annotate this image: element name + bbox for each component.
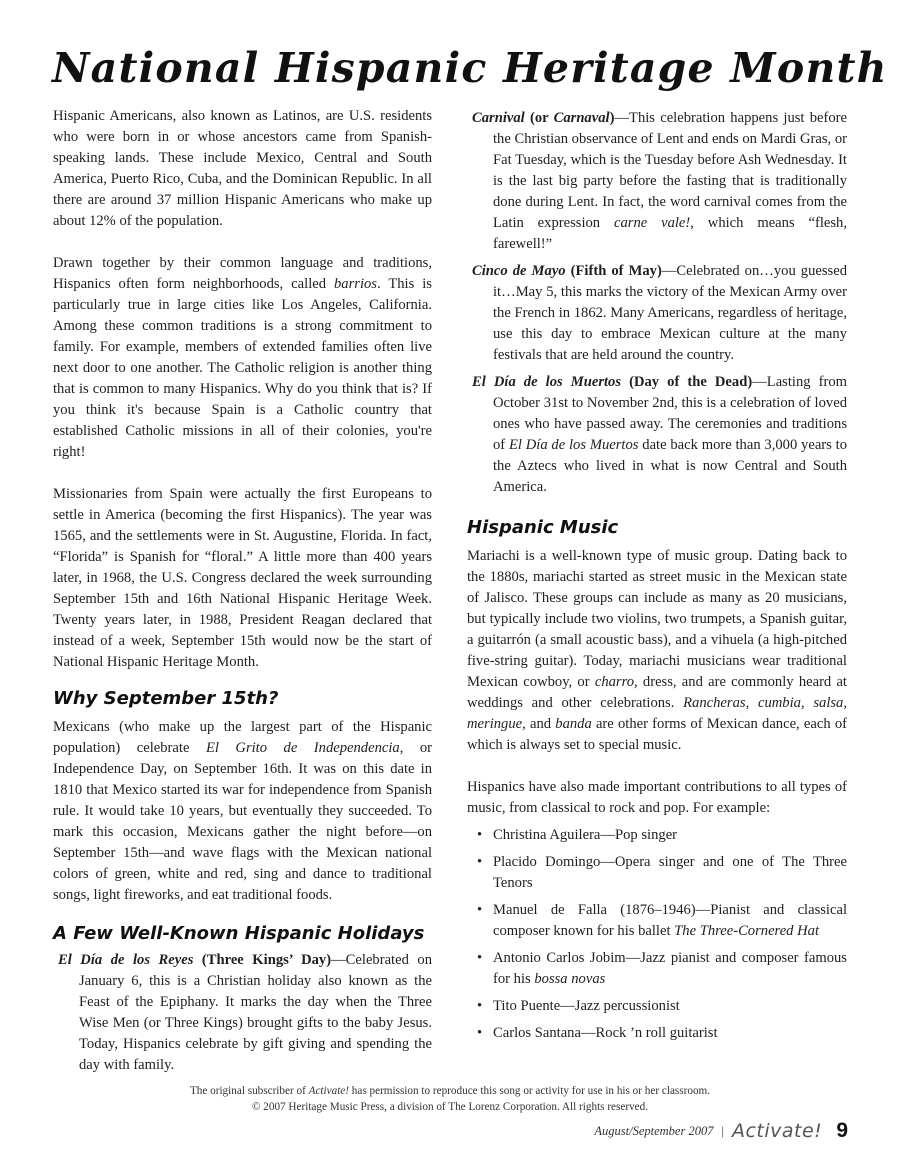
- right-column: [467, 108, 847, 1044]
- copyright-line: © 2007 Heritage Music Press, a division of The Lorenz Corporation. All rights reserved.: [251, 1101, 649, 1113]
- page-title: National Hispanic Heritage Month: [52, 44, 888, 92]
- issue-date: August/September 2007: [594, 1123, 714, 1138]
- page-footer: [594, 1117, 848, 1145]
- list-item: • Manuel de Falla (1876–1946)—Pianist and classical composer known for his ballet The Three-Cornered Hat: [477, 902, 847, 939]
- page-number: 9: [836, 1119, 848, 1142]
- list-item: • Placido Domingo—Opera singer and one of The Three Tenors: [477, 854, 847, 891]
- holiday-cinco-de-mayo: Cinco de Mayo (Fifth of May)—Celebrated on…you guessed it…May 5, this marks the victory of the Mexican Army over the French in 1862. Many Americans, regardless of heritage, use this day to embrace Mexican culture at the many festivals that are held around the country.: [472, 263, 847, 363]
- intro-paragraph-2: Drawn together by their common language and traditions, Hispanics often form neighborhoods, called barrios. This is particularly true in large cities like Los Angeles, California. Among these common traditions is a strong commitment to family. For example, members of extended families often live next door to one another. The Catholic religion is another thing that is common to many Hispanics. Why do you think that is? If you think it's because Spain is a Catholic country that established Catholic missions in all of their colonies, you're right!: [53, 255, 432, 460]
- bullet-icon: •: [477, 854, 483, 870]
- holiday-reyes: El Día de los Reyes (Three Kings’ Day)—Celebrated on January 6, this is a Christian holiday also known as the Feast of the Epiphany. It marks the day when the Three Wise Men (or Three Kings) brought gifts to the baby Jesus. Today, Hispanics celebrate by gift giving and spending the day with family.: [58, 952, 432, 1073]
- bullet-icon: •: [477, 827, 483, 843]
- holiday-dia-de-los-muertos: El Día de los Muertos (Day of the Dead)—Lasting from October 31st to November 2nd, this is a celebration of loved ones who have passed away. The ceremonies and traditions of El Día de los Muertos date back more than 3,000 years to the Aztecs who lived in what is now Central and South America.: [472, 374, 848, 495]
- holidays-heading: A Few Well-Known Hispanic Holidays: [53, 923, 425, 944]
- music-paragraph-2: Hispanics have also made important contributions to all types of music, from classical to rock and pop. For example:: [467, 779, 847, 816]
- intro-paragraph-1: Hispanic Americans, also known as Latinos, are U.S. residents who were born in or whose ancestors came from Spanish-speaking lands. These include Mexico, Central and South America, Puerto Rico, Cuba, and the Dominican Republic. In all there are around 37 million Hispanic Americans who make up about 12% of the population.: [53, 108, 432, 229]
- list-item: • Antonio Carlos Jobim—Jazz pianist and composer famous for his bossa novas: [477, 950, 847, 987]
- music-heading: Hispanic Music: [467, 517, 619, 538]
- why-heading: Why September 15th?: [53, 688, 279, 709]
- footer-separator: |: [721, 1123, 724, 1138]
- list-item: • Carlos Santana—Rock ’n roll guitarist: [467, 1023, 847, 1044]
- bullet-icon: •: [477, 1025, 483, 1041]
- music-paragraph-1: Mariachi is a well-known type of music group. Dating back to the 1880s, mariachi started as street music in the Mexican state of Jalisco. These groups can include as many as 20 musicians, but typically include two violins, two trumpets, a Spanish guitar, a guitarrón (a small acoustic bass), and a vihuela (a high-pitched five-string guitar). Today, mariachi musicians wear traditional Mexican cowboy, or charro, dress, and are commonly heard at weddings and other celebrations. Rancheras, cumbia, salsa, meringue, and banda are other forms of Mexican dance, each of which is always set to special music.: [467, 548, 848, 753]
- left-column: [53, 106, 432, 1076]
- why-paragraph: Mexicans (who make up the largest part of the Hispanic population) celebrate El Grito de Independencia, or Independence Day, on September 16th. It was on this date in 1810 that Mexico started its war for independence from Spanish rule. It would take 10 years, but eventually they succeeded. To mark this occasion, Mexicans gather the night before—on September 15th—and wave flags with the Mexican national colors of green, white and red, sing and dance to traditional songs, light fireworks, and eat traditional foods.: [53, 719, 433, 903]
- bullet-icon: •: [477, 998, 483, 1014]
- bullet-icon: •: [477, 950, 483, 966]
- list-item: • Tito Puente—Jazz percussionist: [467, 996, 847, 1017]
- musician-list: [467, 825, 847, 1044]
- bullet-icon: •: [477, 902, 483, 918]
- copyright-notice: [0, 1083, 900, 1115]
- activate-logo: Activate!: [731, 1120, 823, 1142]
- holiday-carnival: Carnival (or Carnaval)—This celebration happens just before the Christian observance of Lent and ends on Mardi Gras, or Fat Tuesday, which is the Tuesday before Ash Wednesday. It is the last big party before the fasting that is traditionally done during Lent. In fact, the word carnival comes from the Latin expression carne vale!, which means “flesh, farewell!”: [472, 110, 847, 252]
- intro-paragraph-3: Missionaries from Spain were actually the first Europeans to settle in America (becoming the first Hispanics). The year was 1565, and the settlements were in St. Augustine, Florida. In fact, “Florida” is Spanish for “floral.” A little more than 400 years later, in 1968, the U.S. Congress declared the week surrounding September 15th and 16th National Hispanic Heritage Week. Twenty years later, in 1988, President Reagan declared that instead of a week, September 15th would now be the start of National Hispanic Heritage Month.: [53, 486, 432, 670]
- list-item: • Christina Aguilera—Pop singer: [467, 825, 847, 846]
- reproduction-notice: The original subscriber of Activate! has permission to reproduce this song or activity for use in his or her classroom.: [189, 1085, 711, 1097]
